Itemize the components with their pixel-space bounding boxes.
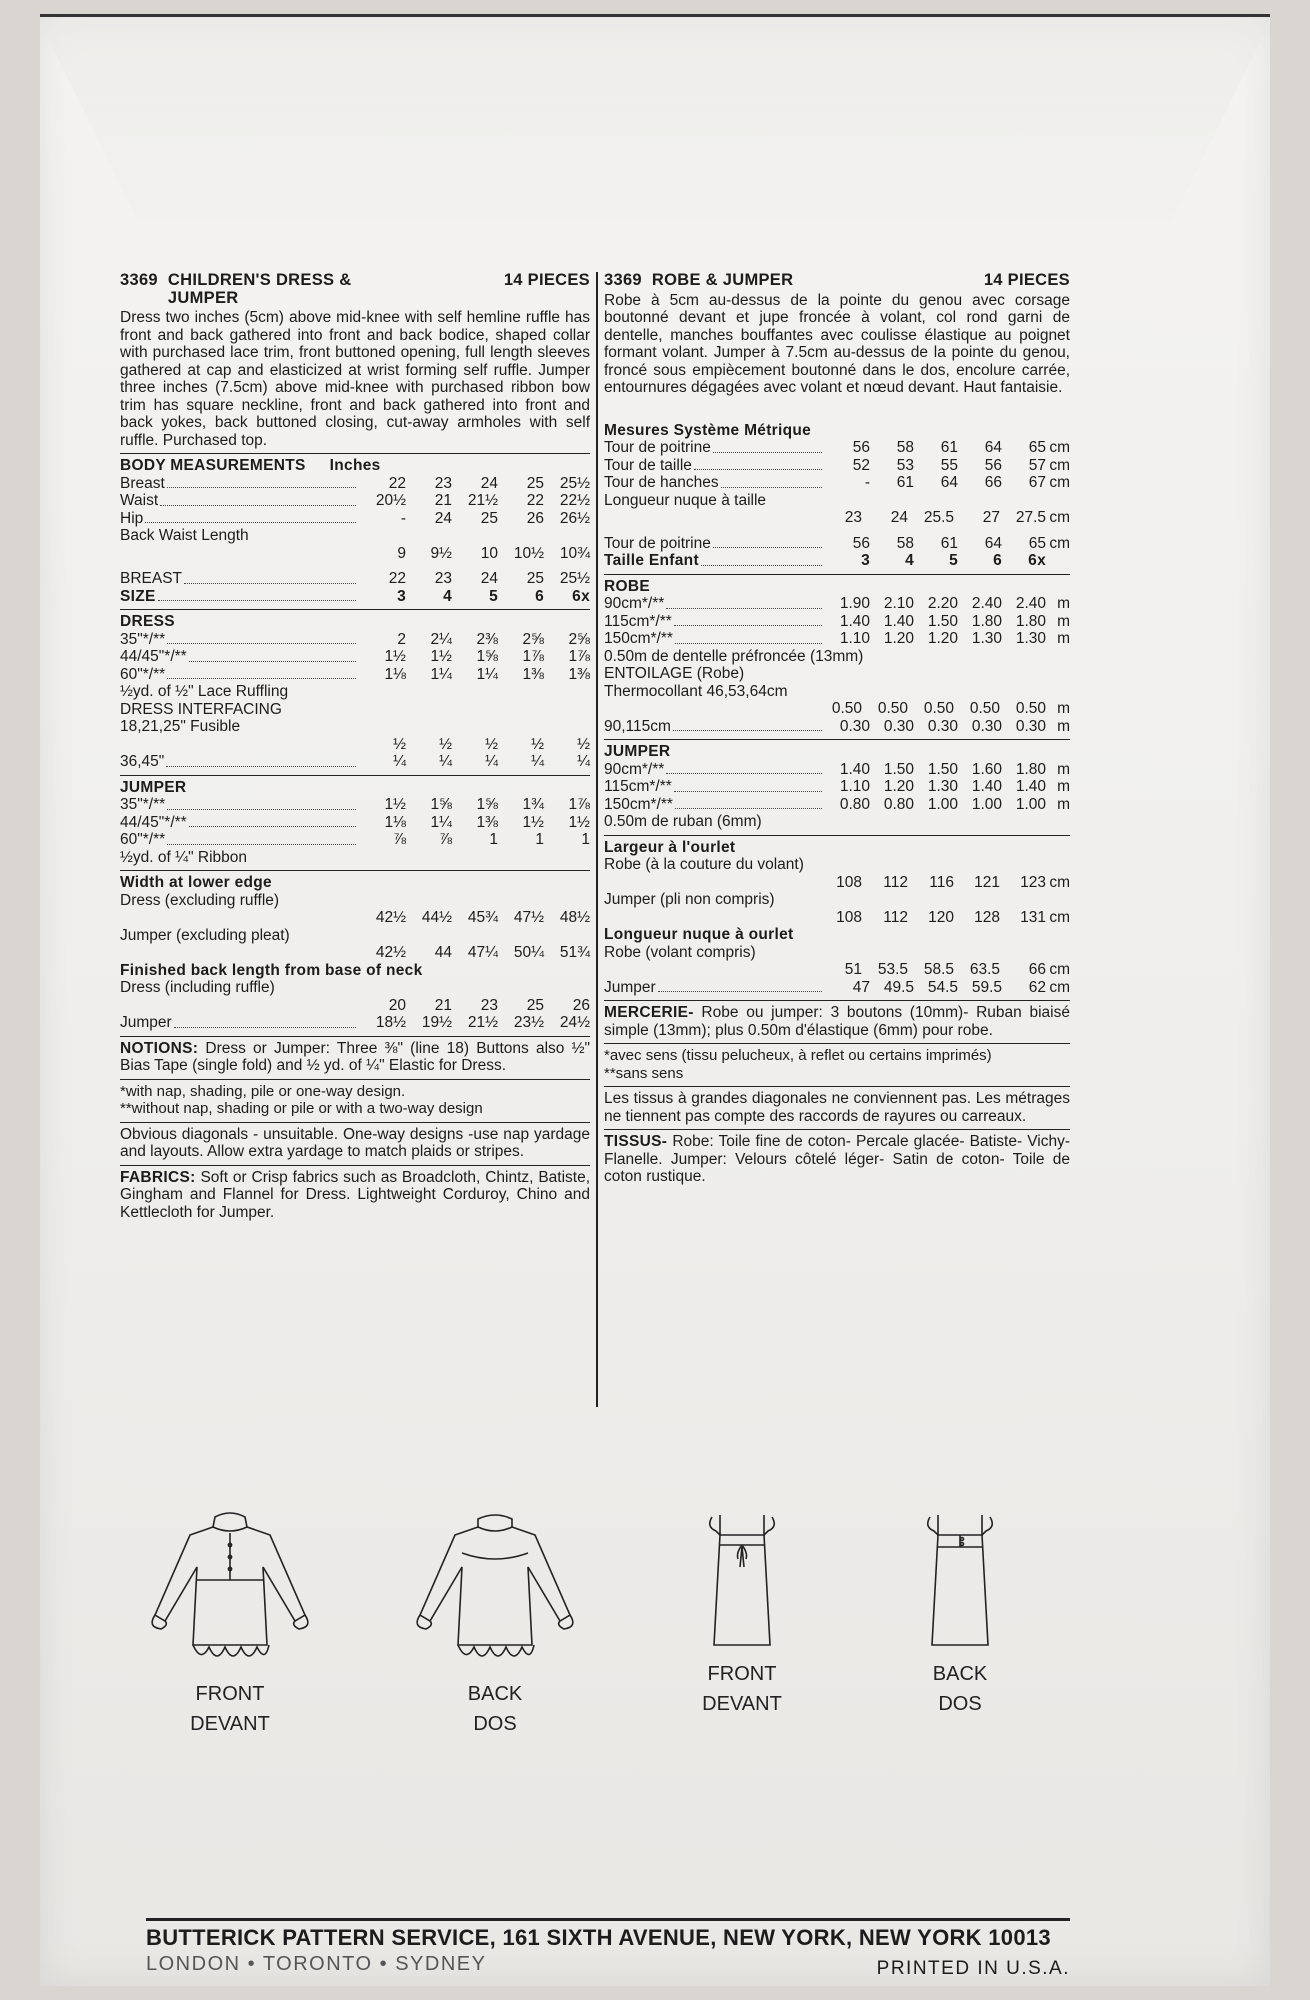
robe-yardage: ROBE 90cm*/** 1.90 2.10 2.20 2.40 2.40 m 115cm*/** 1.40 1.40 1.50 1.80 1.80 m 150cm*/** 1.10 1.20 1.20 1.30 1.30 m 0.50m de dentelle préfroncée (13mm) ENTOILAGE (Robe) Thermocollant 46,53,64cm 0.50 0.50 0.50 0.50 0.50 m 90,115cm 0.30 0.30 0.30 0.30 0.30 m [604,574,1070,736]
row-label: 150cm*/** [604,630,673,647]
value-cell: 24 [480,570,498,587]
pattern-header-en [120,272,590,307]
value-cell: 1.50 [883,760,914,778]
value-cell: 120 [928,908,954,926]
table-row [604,595,1070,613]
value-cell: 4 [905,552,914,569]
size-values [360,1014,590,1032]
table-row [604,796,1070,814]
row-label: 35"*/** [120,796,166,813]
value-cell: 0.50 [831,700,862,717]
body-measurements-heading: BODY MEASUREMENTS [120,457,306,474]
value-cell: - [864,474,870,491]
value-cell: 55 [940,456,958,474]
row-label: 44/45"*/** [120,813,187,831]
value-cell: 63.5 [969,961,1000,978]
value-cell: 1.10 [839,630,870,647]
dress-front-drawing [135,1505,325,1675]
value-cell: 1⅜ [568,665,590,683]
nap-notes: *with nap, shading, pile or one-way design. **without nap, shading or pile or with a two-way design [120,1079,590,1118]
nap-notes-fr: *avec sens (tissu pelucheux, à reflet ou certains imprimés) **sans sens [604,1043,1070,1082]
value-cell: ½ [531,735,544,753]
table-row [604,474,1070,492]
table-row [120,510,590,528]
value-cell: ½ [393,735,406,753]
value-cell: 0.30 [883,717,914,735]
value-cell: 1½ [384,648,406,665]
value-cell: 1.40 [1015,778,1046,795]
value-cell: 48½ [559,909,590,926]
value-cell: ¼ [531,753,544,770]
metric-measurements: Mesures Système Métrique Tour de poitrine 56 58 61 64 65 cm Tour de taille 52 53 55 56 57 cm Tour de hanches - 61 64 66 67 cm Longueur nuque à taille 23 24 25.5 27 27.5 cm Tour de poitrine 56 58 61 64 65 cm Taille Enfant 3 4 5 6 6x [604,421,1070,569]
unit-cell: cm [1049,456,1070,474]
value-cell: 1.00 [927,795,958,813]
breast-row: BREAST 22 23 24 25 25½ [120,570,590,587]
dress-yardage: DRESS 35"*/** 2 2¼ 2⅜ 2⅝ 2⅝ 44/45"*/** 1½ 1½ 1⅝ 1⅞ 1⅞ 60"*/** 1⅛ 1¼ 1¼ 1⅜ 1⅜ ½yd. of ½" Lace Ruffling DRESS INTERFACING 18,21,25" Fusible ½ ½ ½ ½ ½ 36,45" ¼ ¼ ¼ ¼ ¼ [120,609,590,771]
diagonals-note: Obvious diagonals - unsuitable. One-way designs -use nap yardage and layouts. Allow extra yardage to match plaids or stripes. [120,1122,590,1161]
value-cell: 1.80 [971,612,1002,630]
value-cell: 3 [397,587,406,605]
size-values [360,997,590,1015]
value-cell: 49.5 [883,978,914,996]
value-cell: 0.50 [969,700,1000,717]
value-cell: 61 [940,439,958,456]
value-cell: 2.40 [971,595,1002,612]
value-cell: 4 [443,587,452,605]
value-cell: 61 [940,534,958,552]
value-cell: 1.00 [971,795,1002,813]
width-lower-edge: Width at lower edge Dress (excluding ruffle) 42½ 44½ 45¾ 47½ 48½ Jumper (excluding pleat) 42½ 44 47¼ 50¼ 51¾ Finished back length from base of neck Dress (including ruffle) 20 21 23 25 26 Jumper 18½ 19½ 21½ 23½ 24½ [120,870,590,1032]
notions: NOTIONS: Dress or Jumper: Three ⅜" (line 18) Buttons also ½" Bias Tape (single fold) and ½ yd. of ¼" Elastic for Dress. [120,1036,590,1075]
row-label: 60"*/** [120,831,166,848]
row-label: 115cm*/** [604,612,672,630]
value-cell: 1.40 [839,760,870,778]
row-label: 150cm*/** [604,795,673,813]
table-row [120,814,590,832]
value-cell: 1.20 [883,778,914,795]
tissus: TISSUS- Robe: Toile fine de coton- Percale glacée- Batiste- Vichy- Flanelle. Jumper: Velours côtelé léger- Satin de coton- Toile de coton rustique. [604,1129,1070,1186]
jumper-back-figure: BACK DOS [890,1505,1030,1719]
value-cell: ½ [439,735,452,753]
value-cell: 1⅛ [384,813,406,831]
value-cell: 27.5 [1015,509,1046,526]
value-cell: 51 [844,961,862,978]
value-cell: 0.50 [923,700,954,717]
value-cell: 3 [861,552,870,569]
value-cell: 1.10 [839,778,870,795]
table-row [120,796,590,814]
dress-heading: DRESS [120,613,175,630]
value-cell: 1.60 [971,760,1002,778]
row-label: Tour de hanches [604,474,719,491]
french-column [604,272,1070,1186]
row-label: Hip [120,509,144,527]
value-cell: 2.20 [927,595,958,612]
mercerie: MERCERIE- Robe ou jumper: 3 boutons (10mm)- Ruban biaisé simple (13mm); plus 0.50m d'élastique (6mm) pour robe. [604,1000,1070,1039]
unit-cell: m [1057,612,1070,630]
pattern-number: 3369 [120,271,158,289]
jumper-heading: JUMPER [120,778,187,796]
value-cell: 24 [480,474,498,492]
value-cell: 52 [852,456,870,474]
value-cell: 1¼ [476,665,498,683]
value-cell: 1⅝ [430,796,452,813]
size-values [360,753,590,771]
row-label: Tour de taille [604,456,692,474]
unit-cell: m [1057,630,1070,647]
value-cell: 25 [526,570,544,587]
publisher-address: BUTTERICK PATTERN SERVICE, 161 SIXTH AVENUE, NEW YORK, NEW YORK 10013 [146,1925,1051,1950]
size-values [360,545,590,563]
unit-cell: m [1057,595,1070,612]
interfacing-heading: DRESS INTERFACING [120,700,282,718]
value-cell: 27 [982,509,1000,526]
size-values [816,700,1046,718]
value-cell: 2¼ [430,630,452,648]
value-cell: 1 [581,831,590,848]
value-cell: 23 [434,474,452,492]
value-cell: 65 [1028,439,1046,456]
value-cell: 1.80 [1015,760,1046,778]
value-cell: 1⅜ [476,813,498,831]
value-cell: 58 [896,439,914,456]
value-cell: 21½ [467,492,498,509]
value-cell: 50¼ [513,944,544,961]
garment-illustrations [0,1505,1310,1755]
value-cell: 25 [526,996,544,1014]
table-row [120,666,590,684]
value-cell: 108 [836,873,862,891]
row-label: Waist [120,492,159,509]
value-cell: 5 [489,587,498,605]
value-cell: 0.30 [971,717,1002,735]
unit-cell: m [1057,778,1070,795]
value-cell: 51¾ [559,944,590,961]
dress-back-drawing [400,1505,590,1675]
piece-count: 14 PIECES [503,271,590,289]
footer-rule [146,1918,1070,1921]
value-cell: 1½ [568,813,590,831]
value-cell: 123 [1020,873,1046,891]
value-cell: 23 [434,570,452,587]
value-cell: 25½ [559,474,590,492]
value-cell: 10¾ [559,544,590,562]
value-cell: ½ [577,735,590,753]
value-cell: - [400,509,406,527]
dress-back-figure: BACK DOS [395,1505,595,1739]
value-cell: 1.00 [1015,795,1046,813]
row-label: 115cm*/** [604,778,672,795]
value-cell: 1½ [384,796,406,813]
value-cell: 6 [535,587,544,605]
printed-in: PRINTED IN U.S.A. [876,1958,1070,1979]
row-label: 35"*/** [120,630,166,648]
fabrics: FABRICS: Soft or Crisp fabrics such as Broadcloth, Chintz, Batiste, Gingham and Flannel for Dress. Lightweight Corduroy, Chino and Kettlecloth for Jumper. [120,1165,590,1222]
value-cell: 9 [397,544,406,562]
value-cell: 57 [1028,456,1046,474]
value-cell: 66 [1028,961,1046,978]
value-cell: 18½ [375,1014,406,1031]
value-cell: 26½ [559,509,590,527]
jumper-front-drawing [692,1505,792,1655]
value-cell: 0.30 [1015,717,1046,735]
value-cell: 44½ [421,909,452,926]
value-cell: 20½ [375,492,406,509]
value-cell: 56 [852,439,870,456]
value-cell: 1⅛ [384,665,406,683]
value-cell: 1.40 [839,612,870,630]
value-cell: 26 [572,996,590,1014]
value-cell: 53.5 [877,961,908,978]
size-values [360,588,590,606]
value-cell: 25.5 [923,509,954,526]
size-values [816,874,1046,892]
value-cell: 24 [890,509,908,526]
value-cell: 1.20 [883,630,914,647]
lace-ruffling: ½yd. of ½" Lace Ruffling [120,683,289,700]
value-cell: 5 [949,552,958,569]
table-row [604,457,1070,475]
value-cell: 45¾ [467,909,498,926]
value-cell: 2⅝ [522,630,544,648]
value-cell: 58.5 [923,961,954,978]
row-label: Tour de poitrine [604,439,711,456]
row-label: 90cm*/** [604,760,665,778]
value-cell: 0.80 [883,795,914,813]
unit-cell: cm [1049,474,1070,491]
value-cell: 25 [480,509,498,527]
value-cell: ¼ [577,753,590,770]
value-cell: 22 [526,492,544,509]
value-cell: 6 [993,552,1002,569]
value-cell: 0.50 [877,700,908,717]
value-cell: 1⅝ [476,796,498,813]
value-cell: 1¼ [430,665,452,683]
row-label: 60"*/** [120,665,166,683]
value-cell: 112 [883,873,908,891]
value-cell: 25½ [559,570,590,587]
pattern-title: CHILDREN'S DRESS & JUMPER [167,271,352,307]
value-cell: 0.50 [1015,700,1046,717]
value-cell: 1.90 [839,595,870,612]
size-values [816,909,1046,927]
value-cell: 21½ [467,1014,498,1031]
value-cell: 47 [852,978,870,996]
value-cell: 2⅝ [568,630,590,648]
value-cell: 128 [974,908,1000,926]
value-cell: 53 [896,456,914,474]
value-cell: 1½ [522,813,544,831]
value-cell: ⅞ [439,831,452,848]
value-cell: 56 [852,534,870,552]
diagonals-note-fr: Les tissus à grandes diagonales ne conviennent pas. Les métrages ne tiennent pas compte des raccords de rayures ou carreaux. [604,1086,1070,1125]
table-row [604,630,1070,648]
value-cell: 25 [526,474,544,492]
jumper-front-figure: FRONT DEVANT [672,1505,812,1719]
value-cell: 1.40 [971,778,1002,795]
value-cell: 59.5 [971,978,1002,996]
value-cell: 19½ [421,1014,452,1031]
size-values [360,944,590,962]
value-cell: 58 [896,534,914,552]
value-cell: 116 [929,873,954,891]
value-cell: 1.40 [883,612,914,630]
pattern-description: Dress two inches (5cm) above mid-knee with self hemline ruffle has front and back gathered into front and back bodice, shaped collar with purchased lace trim, front buttoned opening, full length sleeves gathered at cap and elasticized at wrist forming self ruffle. Jumper three inches (7.5cm) above mid-knee with purchased ribbon bow trim has square neckline, front and back gathered into front and back yokes, back buttoned closing, cut-away armholes with self ruffle. Purchased top. [120,309,590,449]
value-cell: 1.80 [1015,612,1046,630]
unit-cell: m [1057,795,1070,813]
value-cell: 0.80 [839,795,870,813]
envelope-flap [40,22,1270,222]
column-divider [596,272,598,1407]
value-cell: 1⅞ [568,796,590,813]
value-cell: 1.20 [927,630,958,647]
unit-cell: cm [1049,439,1070,456]
value-cell: 1½ [430,648,452,665]
value-cell: 0.30 [839,717,870,735]
size-values [826,552,1046,570]
value-cell: 42½ [375,944,406,961]
pattern-description-fr: Robe à 5cm au-dessus de la pointe du genou avec corsage boutonné devant et jupe froncée à volant, col rond garni de dentelle, manches bouffantes avec coulisse élastique au poignet formant volant. Jumper à 7.5cm au-dessus de la pointe du genou, froncé sous empiècement boutonné dans le dos, encolure carrée, entournures dégagées avec volant et nœud devant. Haut fantaisie. [604,291,1070,396]
value-cell: 22½ [559,492,590,509]
value-cell: 112 [883,908,908,926]
value-cell: 108 [836,908,862,926]
size-row: SIZE 3 4 5 6 6x [120,587,590,605]
size-values [826,979,1046,997]
value-cell: 0.30 [927,717,958,735]
value-cell: 1.30 [971,630,1002,647]
back-waist-values [120,545,590,563]
value-cell: 2 [397,630,406,648]
value-cell: ¼ [439,753,452,770]
value-cell: 62 [1028,978,1046,996]
value-cell: 1⅝ [476,648,498,665]
value-cell: 66 [984,474,1002,491]
value-cell: 24½ [559,1014,590,1031]
interfacing-sub: 18,21,25" Fusible [120,718,241,735]
value-cell: 1¼ [430,813,452,831]
unit-cell: m [1057,760,1070,778]
publisher-footer [146,1918,1070,1979]
value-cell: 24 [434,509,452,527]
value-cell: 1.30 [1015,630,1046,647]
value-cell: 47½ [513,909,544,926]
size-values [360,736,590,754]
value-cell: 23½ [513,1014,544,1031]
value-cell: 1.50 [927,612,958,630]
value-cell: 21 [434,492,452,509]
size-values [360,909,590,927]
value-cell: ¼ [393,753,406,770]
value-cell: 1⅞ [568,648,590,665]
table-row [120,631,590,649]
value-cell: 61 [896,474,914,491]
table-row [604,761,1070,779]
table-row [120,648,590,666]
value-cell: 67 [1028,474,1046,491]
jumper-yardage-fr: JUMPER 90cm*/** 1.40 1.50 1.50 1.60 1.80 m 115cm*/** 1.10 1.20 1.30 1.40 1.40 m 150cm*/** 0.80 0.80 1.00 1.00 1.00 m 0.50m de ruban (6mm) [604,739,1070,831]
value-cell: 1.30 [927,778,958,795]
size-values [360,570,590,588]
size-values [816,961,1046,979]
back-waist-label: Back Waist Length [120,527,249,544]
size-values [826,718,1046,736]
value-cell: ⅞ [393,831,406,848]
measurement-rows [120,475,590,528]
row-label: 90cm*/** [604,595,665,612]
value-cell: 56 [984,456,1002,474]
value-cell: 6x [572,587,590,605]
value-cell: 64 [984,534,1002,552]
value-cell: 1⅞ [522,648,544,665]
value-cell: 23 [480,996,498,1014]
value-cell: 64 [984,439,1002,456]
value-cell: 44 [434,944,452,961]
value-cell: 1.50 [927,760,958,778]
value-cell: 2.40 [1015,595,1046,612]
value-cell: 47¼ [467,944,498,961]
jumper-back-drawing [910,1505,1010,1655]
jumper-yardage [120,775,590,867]
table-row [120,475,590,493]
table-row [120,831,590,849]
ribbon: ½yd. of ¼" Ribbon [120,848,247,866]
value-cell: 26 [526,509,544,527]
size-values [816,509,1046,527]
value-cell: 42½ [375,909,406,926]
value-cell: 64 [940,474,958,491]
value-cell: 131 [1020,908,1046,926]
value-cell: 23 [844,509,862,526]
value-cell: 65 [1028,534,1046,552]
value-cell: 22 [388,474,406,492]
width-hem-fr: Largeur à l'ourlet Robe (à la couture du volant) 108 112 116 121 123 cm Jumper (pli non compris) 108 112 120 128 131 cm Longueur nuque à ourlet Robe (volant compris) 51 53.5 58.5 63.5 66 cm Jumper 47 49.5 54.5 59.5 62 cm [604,835,1070,997]
body-measurements [120,453,590,605]
dress-front-figure: FRONT DEVANT [130,1505,330,1739]
value-cell: ¼ [485,753,498,770]
row-label: 44/45"*/** [120,648,187,665]
value-cell: ½ [485,735,498,753]
table-row [604,613,1070,631]
value-cell: 21 [434,996,452,1014]
value-cell: 2⅜ [476,630,498,648]
value-cell: 2.10 [883,595,914,612]
value-cell: 10½ [513,544,544,562]
value-cell: 121 [974,873,1000,891]
value-cell: 1⅜ [522,665,544,683]
publisher-cities: LONDON • TORONTO • SYDNEY [146,1953,487,1975]
value-cell: 9½ [430,544,452,562]
table-row [604,439,1070,457]
size-values [826,535,1046,553]
value-cell: 1¾ [522,796,544,813]
table-row [604,778,1070,796]
pattern-header-fr: 3369 ROBE & JUMPER 14 PIECES [604,271,1070,289]
unit-label: Inches [329,457,381,474]
value-cell: 54.5 [927,978,958,996]
value-cell: 20 [388,996,406,1014]
english-column [120,272,590,1221]
value-cell: 1 [535,831,544,848]
value-cell: 6x [1028,552,1046,569]
value-cell: 10 [480,544,498,562]
row-label: Breast [120,474,165,492]
value-cell: 1 [489,831,498,848]
table-row [120,492,590,510]
value-cell: 22 [388,570,406,587]
